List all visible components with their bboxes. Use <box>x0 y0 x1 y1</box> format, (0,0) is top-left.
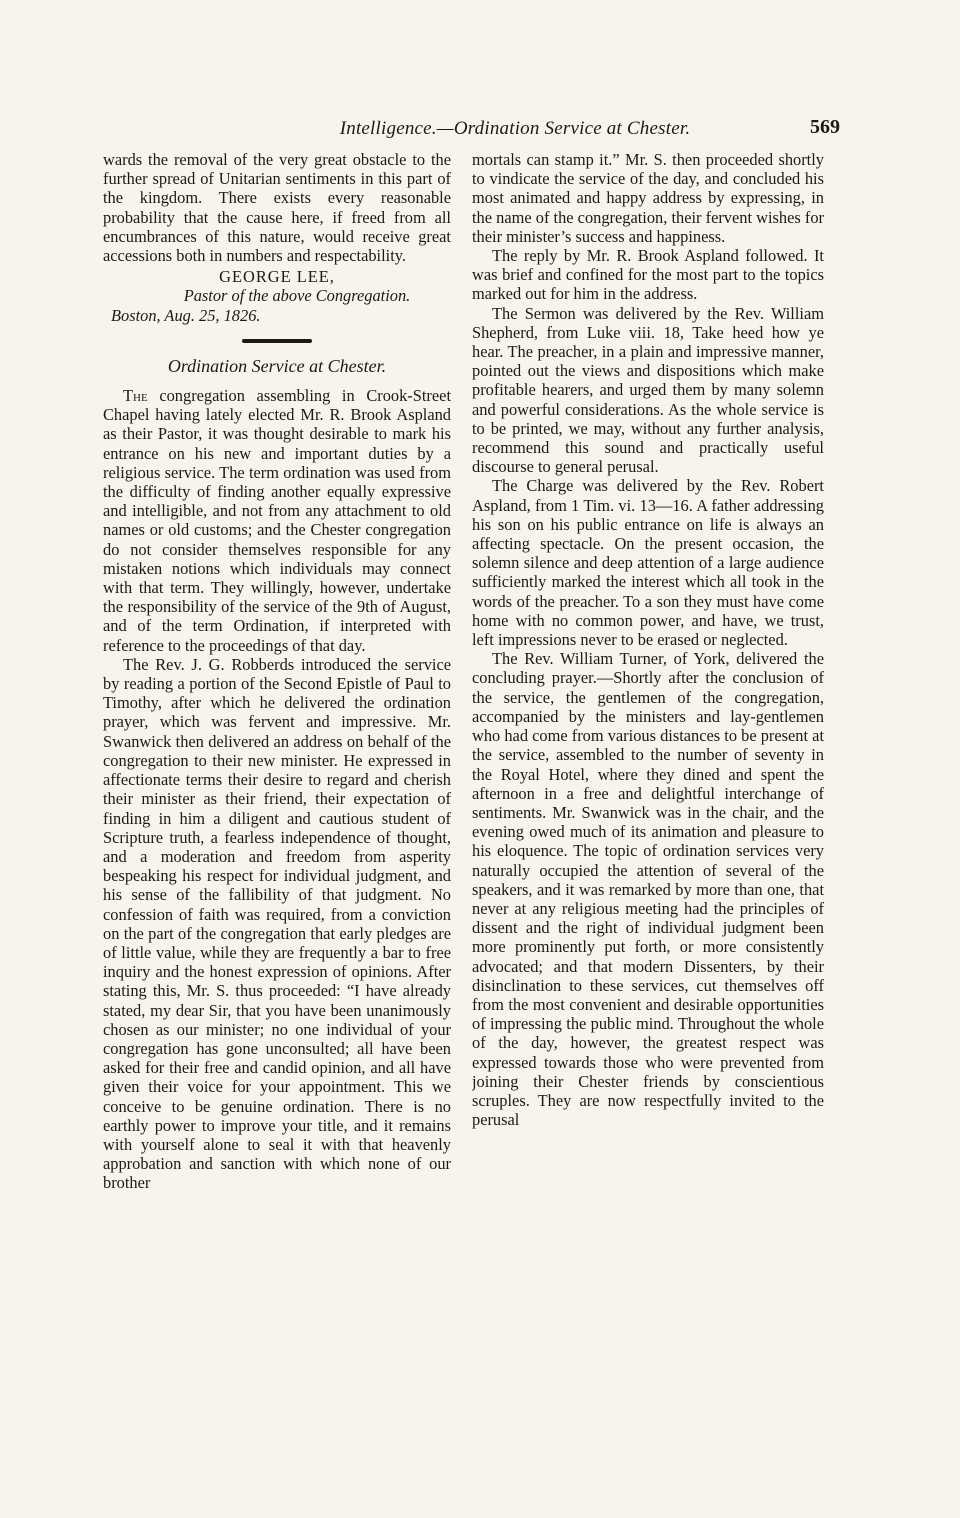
article-paragraph <box>103 386 451 655</box>
continued-paragraph: wards the removal of the very great obstacle to the further spread of Unitarian sentiments in this part of the kingdom. There exists every reasonable probability that the cause here, if freed from all encumbrances of this nature, would receive great accessions both in numbers and respectability. <box>103 150 451 266</box>
article-paragraph: The Charge was delivered by the Rev. Robert Aspland, from 1 Tim. vi. 13—16. A father addressing his son on his public entrance on life is always an affecting spectacle. On the present occasion, the solemn silence and deep attention of a large audience sufficiently marked the interest which all took in the words of the preacher. To a son they must have come home with no common power, and have, we trust, left impressions never to be erased or neglected. <box>472 476 824 650</box>
article-paragraph: The Rev. William Turner, of York, delivered the concluding prayer.—Shortly after the conclusion of the service, the gentlemen of the congregation, accompanied by the ministers and lay-gentlemen who had come from various distances to be present at the service, assembled to the number of seventy in the Royal Hotel, where they dined and spent the afternoon in a free and delightful interchange of sentiments. Mr. Swanwick was in the chair, and the evening owed much of its animation and pleasure to his eloquence. The topic of ordination services very naturally occupied the attention of several of the speakers, and it was remarked by more than one, that never at any religious meeting had the principles of dissent and the right of individual judgment been more prominently put forth, or more consistently advocated; and that modern Dissenters, by their disinclination to these services, cut themselves off from the most convenient and desirable opportunities of impressing the public mind. Throughout the whole of the day, however, the greatest respect was expressed towards those who were prevented from joining their Chester friends by conscientious scruples. They are now respectfully invited to the perusal <box>472 649 824 1130</box>
continued-paragraph: mortals can stamp it.” Mr. S. then proceeded shortly to vindicate the service of the day, and concluded his most animated and happy address by expressing, in the name of the congregation, their fervent wishes for their minister’s success and happiness. <box>472 150 824 246</box>
section-divider <box>242 339 312 343</box>
article-paragraph: The reply by Mr. R. Brook Aspland followed. It was brief and confined for the most part to the topics marked out for him in the address. <box>472 246 824 304</box>
section-title: Ordination Service at Chester. <box>167 355 387 376</box>
article-paragraph: The Rev. J. G. Robberds introduced the service by reading a portion of the Second Epistle of Paul to Timothy, after which he delivered the ordination prayer, which was fervent and impressive. Mr. Swanwick then delivered an address on behalf of the congregation to their new minister. He expressed in affectionate terms their desire to regard and cherish their minister as their friend, their expectation of finding in him a diligent and cautious student of Scripture truth, a fearless independence of thought, and a moderation and freedom from asperity bespeaking his respect for individual judgment, and his sense of the fallibility of that judgment. No confession of faith was required, from a conviction on the part of the congregation that early pledges are of little value, while they are frequently a bar to free inquiry and the honest expression of opinions. After stating this, Mr. S. thus proceeded: “I have already stated, my dear Sir, that you have been unanimously chosen as our minister; no one individual of your congregation has gone unconsulted; all have been asked for their free and candid opinion, and all have given their voice for your appointment. This we conceive to be genuine ordination. There is no earthly power to improve your title, and it remains with yourself alone to seal it with that heavenly approbation and sanction with which none of our brother <box>103 654 451 1193</box>
page-number: 569 <box>810 116 840 138</box>
signature-place: Boston, Aug. 25, 1826. <box>111 305 261 325</box>
paragraph-text: congregation assembling in Crook-Street Chapel having lately elected Mr. R. Brook Aspland as their Pastor, it was thought desirable to mark his entrance on his new and important duties by a religious service. The term ordination was used from the difficulty of finding another equally expressive and intelligible, and not from any attachment to old names or old customs; and the Chester congregation do not consider themselves responsible for any mistaken notions which individuals may connect with that term. They willingly, however, undertake the responsibility of the service of the 9th of August, and of the term Ordination, if interpreted with reference to the proceedings of that day. <box>103 386 451 655</box>
article-paragraph: The Sermon was delivered by the Rev. William Shepherd, from Luke viii. 18, Take heed how ye hear. The preacher, in a plain and impressive manner, pointed out the views and dispositions which make profitable hearers, and urged them by many solemn and powerful considerations. As the whole service is to be printed, we may, without any further analysis, recommend this sound and practically useful discourse to general perusal. <box>472 303 824 477</box>
signature-title: Pastor of the above Congregation. <box>183 286 411 306</box>
signature-name: GEORGE LEE, <box>219 267 335 287</box>
right-column <box>472 150 824 1500</box>
left-column <box>103 150 451 1500</box>
running-head: Intelligence.—Ordination Service at Chester. <box>339 118 691 139</box>
lead-word: The <box>123 386 148 406</box>
